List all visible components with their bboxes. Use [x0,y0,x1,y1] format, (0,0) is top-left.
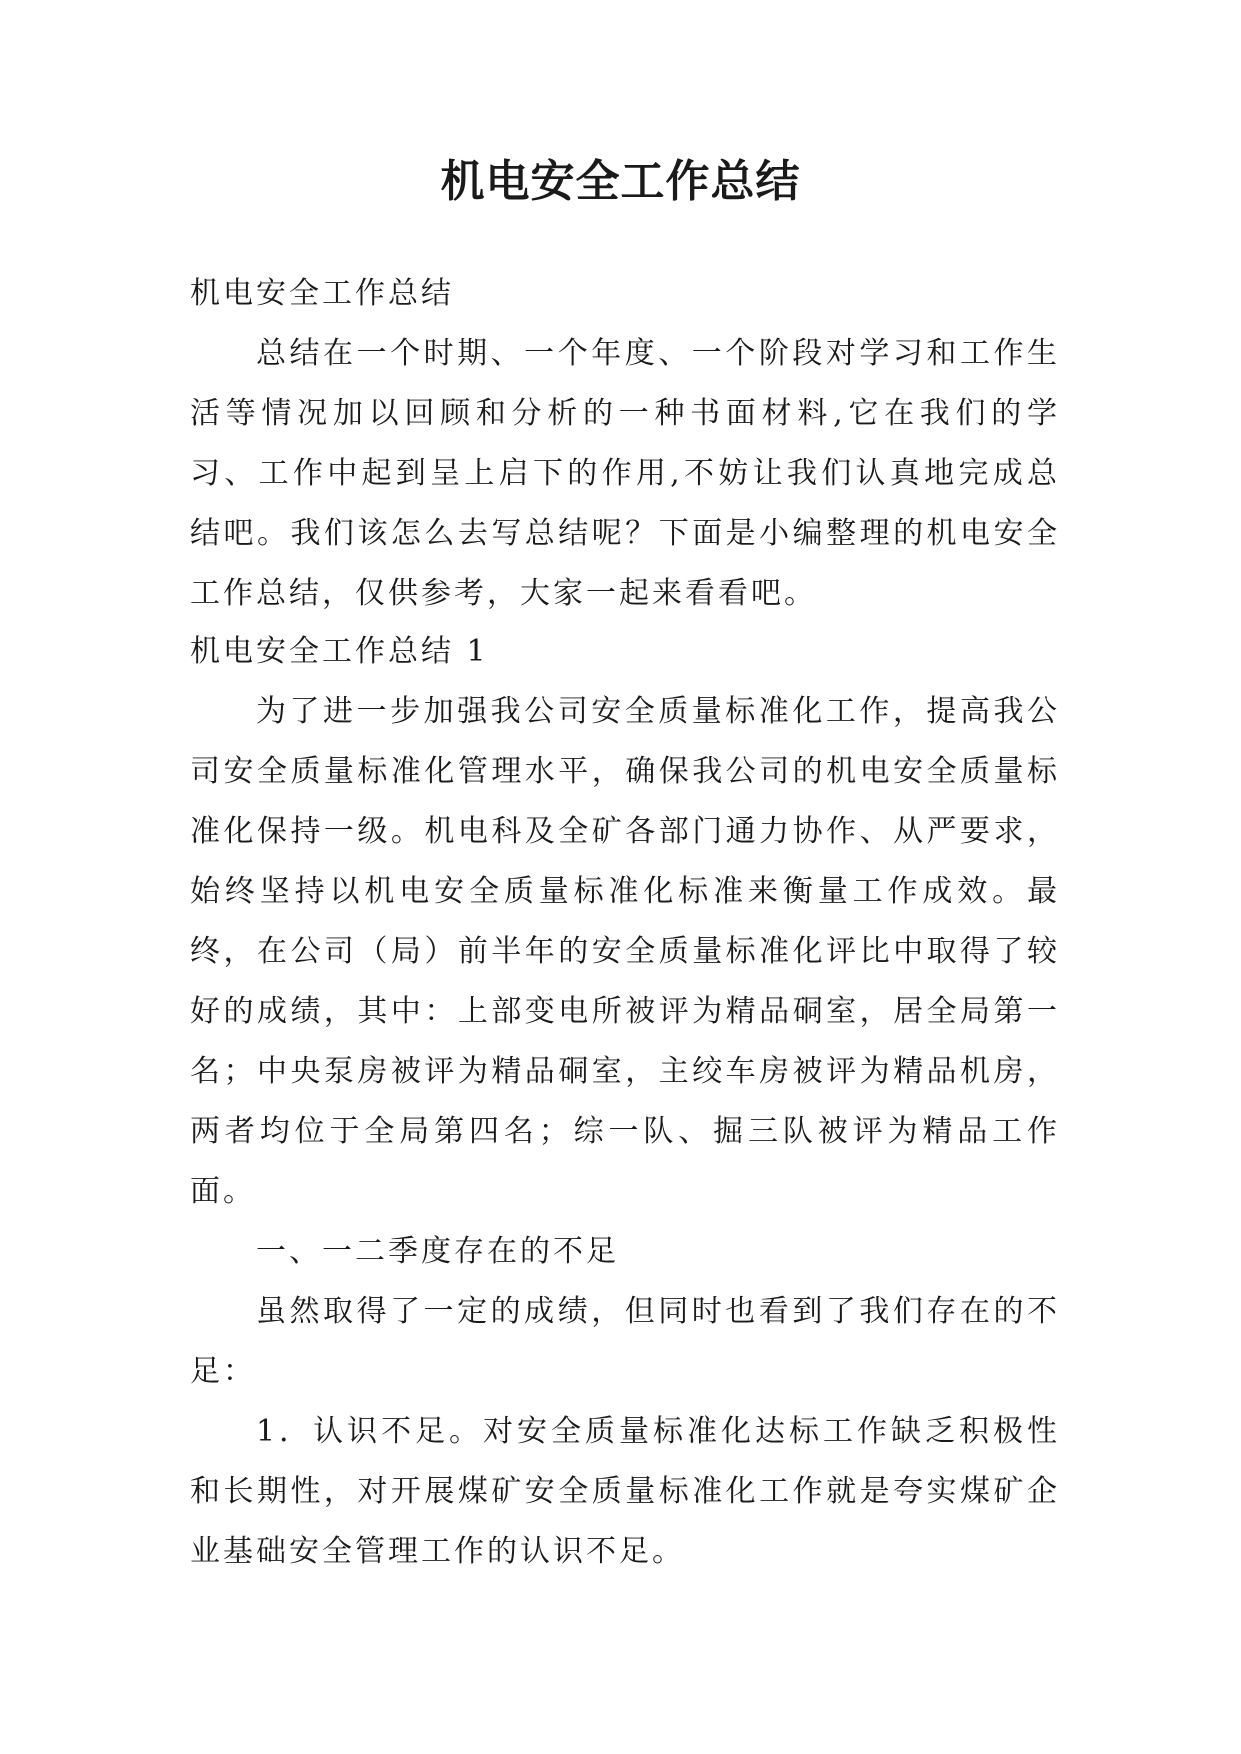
intro-section [190,264,1060,624]
section-1-heading: 机电安全工作总结 1 [190,634,489,669]
point-1-paragraph: 1．认识不足。对安全质量标准化达标工作缺乏积极性和长期性，对开展煤矿安全质量标准化工作就是夸实煤矿企业基础安全管理工作的认识不足。 [190,1414,1060,1569]
intro-paragraph: 总结在一个时期、一个年度、一个阶段对学习和工作生活等情况加以回顾和分析的一种书面材料,它在我们的学习、工作中起到呈上启下的作用,不妨让我们认真地完成总结吧。我们该怎么去写总结呢？下面是小编整理的机电安全工作总结，仅供参考，大家一起来看看吧。 [190,336,1060,611]
subsection-1-heading: 一、一二季度存在的不足 [256,1234,619,1269]
document-title: 机电安全工作总结 [440,156,801,207]
subsection-1-paragraph: 虽然取得了一定的成绩，但同时也看到了我们存在的不足： [190,1294,1060,1389]
intro-heading: 机电安全工作总结 [190,276,454,311]
section-1-paragraph: 为了进一步加强我公司安全质量标准化工作，提高我公司安全质量标准化管理水平，确保我公司的机电安全质量标准化保持一级。机电科及全矿各部门通力协作、从严要求，始终坚持以机电安全质量标准化标准来衡量工作成效。最终，在公司（局）前半年的安全质量标准化评比中取得了较好的成绩，其中：上部变电所被评为精品硐室，居全局第一名；中央泵房被评为精品硐室，主绞车房被评为精品机房，两者均位于全局第四名；综一队、掘三队被评为精品工作面。 [190,694,1060,1209]
section-1 [190,622,1060,1582]
